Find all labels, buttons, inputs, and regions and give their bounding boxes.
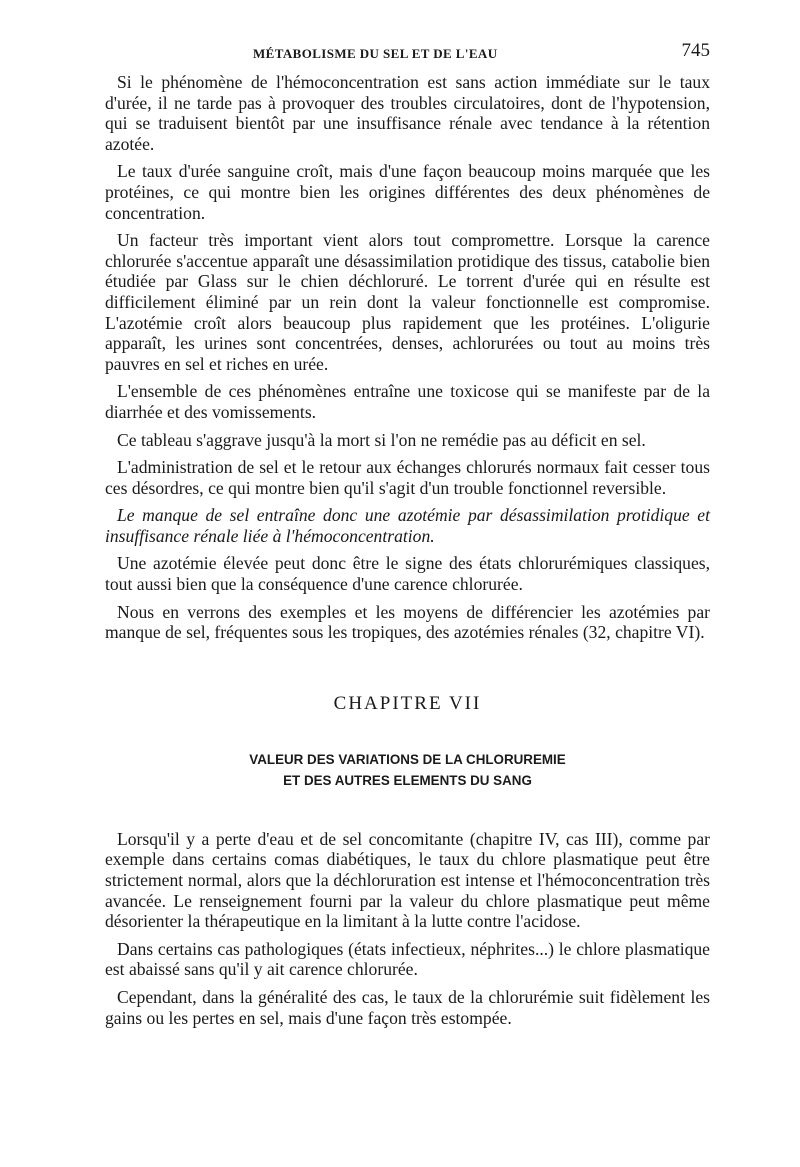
paragraph: L'ensemble de ces phénomènes entraîne une toxicose qui se manifeste par de la diarrhée et des vomissements. <box>105 381 710 422</box>
section-title-line: ET DES AUTRES ELEMENTS DU SANG <box>283 772 532 788</box>
paragraph: Nous en verrons des exemples et les moyens de différencier les azotémies par manque de sel, fréquentes sous les tropiques, des azotémies rénales (32, chapitre VI). <box>105 601 710 643</box>
section-title <box>105 749 710 791</box>
running-title: MÉTABOLISME DU SEL ET DE L'EAU <box>253 46 498 61</box>
running-header <box>105 40 710 72</box>
paragraph: Ce tableau s'aggrave jusqu'à la mort si l'on ne remédie pas au déficit en sel. <box>117 429 646 450</box>
paragraph: Cependant, dans la généralité des cas, le taux de la chlorurémie suit fidèlement les gains ou les pertes en sel, mais d'une façon très estompée. <box>105 987 710 1028</box>
italic-conclusion: Le manque de sel entraîne donc une azotémie par désassimilation protidique et insuffisance rénale liée à l'hémoconcentration. <box>105 505 710 546</box>
paragraph: Dans certains cas pathologiques (états infectieux, néphrites...) le chlore plasmatique est abaissé sans qu'il y ait carence chlorurée. <box>105 938 710 980</box>
body-text-bottom <box>105 829 710 1028</box>
chapter-section <box>105 693 710 791</box>
section-title-line: VALEUR DES VARIATIONS DE LA CHLORUREMIE <box>249 751 566 767</box>
paragraph: Si le phénomène de l'hémoconcentration est sans action immédiate sur le taux d'urée, il ne tarde pas à provoquer des troubles circulatoires, dont de l'hypotension, qui se traduisent bientôt par une insuffisance rénale avec tendance à la rétention azotée. <box>105 72 710 154</box>
chapter-heading: CHAPITRE VII <box>333 692 482 714</box>
paragraph: Un facteur très important vient alors tout compromettre. Lorsque la carence chlorurée s'accentue apparaît une désassimilation protidique des tissus, catabolie bien étudiée par Glass sur le chien déchloruré. Le torrent d'urée qui en résulte est difficilement éliminé par un rein dont la valeur fonctionnelle est compromise. L'azotémie croît alors beaucoup plus rapidement que les protéines. L'oligurie apparaît, les urines sont concentrées, denses, achlorurées ou tout au moins très pauvres en sel et riches en urée. <box>105 230 710 374</box>
paragraph: Lorsqu'il y a perte d'eau et de sel concomitante (chapitre IV, cas III), comme par exemple dans certains comas diabétiques, le taux du chlore plasmatique peut être strictement normal, alors que la déchloruration est intense et l'hémoconcentration très avancée. Le renseignement fourni par la valeur du chlore plasmatique peut même désorienter la thérapeutique en la limitant à la lutte contre l'acidose. <box>105 828 710 932</box>
body-text-top <box>105 72 710 643</box>
paragraph: Le taux d'urée sanguine croît, mais d'une façon beaucoup moins marquée que les protéines, ce qui montre bien les origines différentes des deux phénomènes de concentration. <box>105 161 710 223</box>
paragraph: L'administration de sel et le retour aux échanges chlorurés normaux fait cesser tous ces désordres, ce qui montre bien qu'il s'agit d'un trouble fonctionnel reversible. <box>105 457 710 498</box>
paragraph: Une azotémie élevée peut donc être le signe des états chlorurémiques classiques, tout aussi bien que la conséquence d'une carence chlorurée. <box>105 553 710 595</box>
page-number: 745 <box>681 40 710 61</box>
